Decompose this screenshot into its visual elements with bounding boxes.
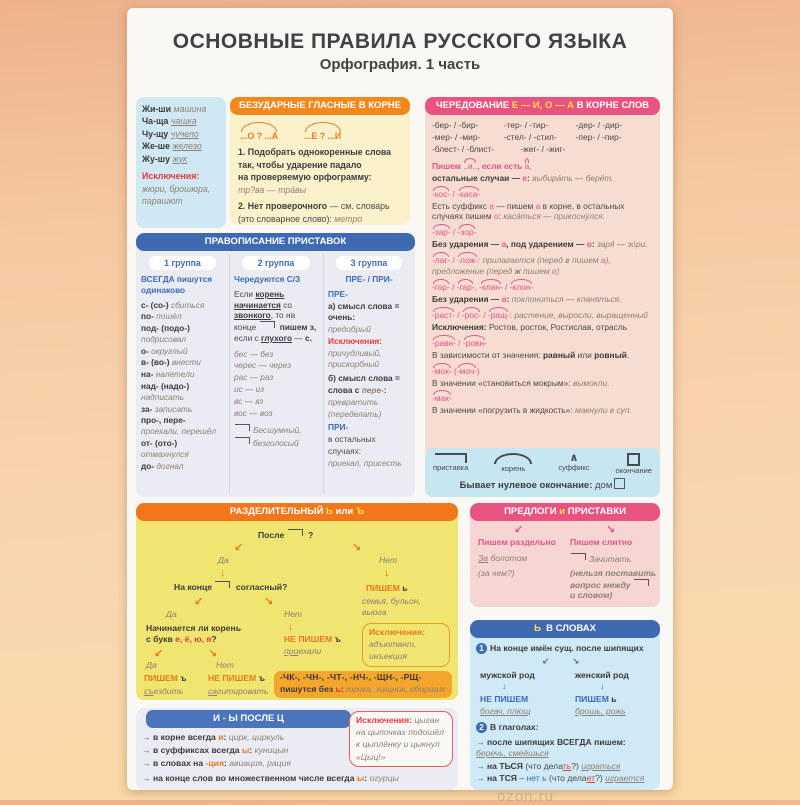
- watermark: ozon.ru: [497, 788, 555, 805]
- pattern-row: [240, 122, 402, 142]
- text-line: в остальных: [328, 434, 376, 445]
- text-line: Пишем ..и.., если есть а,: [432, 160, 532, 171]
- rule-title: На конце имён сущ. после шипящих: [490, 643, 644, 653]
- text-line: адъютант,: [369, 639, 417, 650]
- arrow-down-right-icon: ↘: [352, 542, 362, 554]
- bullet-arrow-icon: →: [476, 737, 485, 747]
- branch-label: мужской род: [480, 670, 535, 680]
- section-header-label: или: [332, 506, 356, 517]
- rule-title: В глаголах:: [490, 722, 539, 732]
- card-i-y-after-ts: [136, 708, 458, 790]
- arrow-down-left-icon: ↙: [234, 542, 244, 554]
- text-line: так, чтобы ударение падало: [238, 159, 362, 170]
- bullet-arrow-icon: →: [476, 773, 485, 783]
- arrow-down-icon: ↓: [288, 621, 294, 633]
- prefix-item: про-, пере- проехали, перешёл: [141, 415, 217, 437]
- example-line: Зачитать: [570, 553, 631, 565]
- text-line: предобрый: [328, 324, 371, 335]
- example-line: Бесшумный,: [234, 424, 318, 436]
- number-badge: 1: [476, 643, 487, 654]
- text-line: очень:: [328, 312, 356, 323]
- text-line: слова с пере-:: [328, 385, 387, 396]
- text-line: В зависимости от значения: равный или ровный.: [432, 349, 630, 360]
- section-header-label: РАЗДЕЛИТЕЛЬНЫЙ: [229, 506, 327, 517]
- flow-answer: Нет: [379, 555, 398, 565]
- pair-line: ис — из: [234, 384, 265, 395]
- text-line: (это словарное слово): метро: [238, 213, 363, 224]
- number-badge: 2: [476, 722, 487, 733]
- suffix-symbol-icon: ∧: [569, 452, 579, 464]
- prefix-item: над- (надо-) надписать: [141, 381, 190, 402]
- morpheme-root: [494, 453, 532, 476]
- flow-question: На конце согласный?: [174, 582, 288, 592]
- flow-question: Начинается ли корень: [146, 623, 242, 633]
- section-header-label: И - Ы ПОСЛЕ Ц: [213, 713, 284, 724]
- root-label: -равн- / -ровн-: [432, 337, 487, 348]
- branch-rule: НЕ ПИШЕМ: [480, 694, 529, 704]
- text-line: (нельзя поставить: [570, 568, 657, 578]
- text-line: Исключения: Ростов, росток, Ростислав, отрасль: [432, 321, 628, 332]
- text-line: -раст- / -рос- / -ращ-: растение, выросли, выращенный: [432, 309, 648, 320]
- flow-example: съездить: [144, 686, 184, 696]
- flow-example: вьюга: [362, 607, 387, 617]
- card-prefixes: [136, 233, 415, 497]
- group-badge: 3 группа: [336, 256, 402, 270]
- exceptions-label: Исключения:: [369, 627, 425, 637]
- text-line: приехал, присесть: [328, 457, 402, 468]
- flow-question: После ?: [258, 530, 314, 540]
- section-header-label: В КОРНЕ СЛОВ: [573, 100, 650, 111]
- column-title: Пишем слитно: [570, 537, 633, 547]
- section-header: [470, 620, 660, 638]
- text-line: жюри, брошюра,: [142, 183, 211, 194]
- prefix-item: с- (со-) сбиться: [141, 299, 205, 310]
- card-morphemes: [425, 448, 660, 497]
- prefix-item: от- (ото-) отмахнулся: [141, 437, 189, 459]
- branch-example: брошь, рожь: [575, 706, 626, 716]
- section-header-label: ПРЕДЛОГИ: [504, 506, 560, 517]
- pair-line: бес — без: [234, 348, 274, 359]
- flow-answer: Да: [146, 660, 157, 670]
- text-line: после шипящих ВСЕГДА пишем:: [486, 737, 626, 747]
- vowel-pattern: ...Е ? ...И: [304, 122, 341, 142]
- morpheme-label: окончание: [615, 466, 652, 475]
- prefix-item: о- округлый: [141, 345, 188, 356]
- bullet-arrow-icon: →: [142, 745, 151, 755]
- morpheme-suffix: [558, 453, 589, 476]
- section-header-label: БЕЗУДАРНЫЕ ГЛАСНЫЕ В КОРНЕ: [239, 100, 401, 111]
- flow-result: ПИШЕМ ъ: [144, 673, 187, 683]
- root-label: -гор- / -гар-, -клан- / -клон-: [432, 282, 534, 293]
- text-line: -лаг- / -лож-: прилагается (перед г пишем а), предложение (перед ж пишем о): [432, 255, 611, 277]
- prefix-symbol-icon: [435, 453, 467, 463]
- flow-example: сагитировать: [208, 686, 269, 696]
- group-title: ПРЕ- / ПРИ-: [345, 274, 393, 284]
- root-label: -мак-: [432, 393, 452, 404]
- text-line: вопрос между: [570, 579, 652, 591]
- morpheme-label: корень: [501, 464, 526, 473]
- page-title: ОСНОВНЫЕ ПРАВИЛА РУССКОГО ЯЗЫКА: [172, 30, 628, 53]
- flow-answer: Нет: [216, 660, 235, 670]
- text-line: на ТЬСЯ (что делать?) играться: [486, 761, 621, 771]
- prefix-item: на- налетели: [141, 369, 195, 380]
- column-divider: [229, 255, 230, 493]
- text-line: В значении «погрузить в жидкость»: макнули в суп.: [432, 405, 632, 416]
- card-zhi-shi: [136, 97, 226, 228]
- text-line: ПРЕ-: [328, 288, 348, 299]
- column-divider: [323, 255, 324, 493]
- text-line: и словом): [570, 590, 613, 600]
- text-line: Жи-ши машина: [142, 104, 207, 114]
- arrow-down-right-icon: ↘: [606, 524, 616, 536]
- flow-result: ПИШЕМ ь: [366, 583, 408, 593]
- morpheme-ending: [616, 453, 652, 476]
- text-line: случаях:: [328, 445, 362, 456]
- text-line: тр?ва — тра́вы: [238, 184, 307, 195]
- arrow-down-right-icon: ↘: [208, 648, 218, 660]
- pair-line: вос — воз: [234, 407, 273, 418]
- text-line: (переделать): [328, 408, 382, 419]
- prefix-item: за- записать: [141, 403, 193, 414]
- text-line: Же-ше железо: [142, 141, 202, 152]
- ending-symbol-icon: [627, 453, 640, 466]
- text-line: Жу-шу жук: [142, 153, 188, 164]
- bullet-arrow-icon: →: [476, 761, 485, 771]
- poster: [127, 8, 673, 805]
- morpheme-prefix: [433, 453, 468, 476]
- prefix-item: в- (во-) внести: [141, 357, 201, 368]
- text-line: а) смысл слова =: [328, 300, 400, 311]
- prefix-group-2: [229, 251, 323, 472]
- arrow-down-right-icon: ↘: [264, 596, 274, 608]
- section-header: [230, 97, 410, 115]
- prefix-group-1: [136, 251, 229, 472]
- pair-line: рас — раз: [234, 372, 274, 383]
- example-line: За болотом: [478, 553, 528, 563]
- text-line: Если корень начинается со звонкого, то на конце пишем з, если с глухого — с.: [234, 288, 317, 343]
- example-line: безголосый: [234, 437, 318, 449]
- flowchart: [136, 521, 458, 700]
- text-line: превратить: [328, 396, 379, 407]
- section-header-label: ПРИСТАВКИ: [565, 506, 626, 517]
- card-separators: [136, 503, 458, 700]
- group-badge: 2 группа: [242, 256, 309, 270]
- section-header-highlight: и: [559, 506, 566, 517]
- section-header: [136, 233, 415, 251]
- text-line: Без ударения — о: поклониться — кланяться.: [432, 293, 622, 304]
- text-line: пишутся без ь: точка, хищник, сборщик: [280, 684, 446, 695]
- morpheme-label: приставка: [433, 463, 469, 472]
- exceptions-box: [349, 711, 453, 767]
- text-line: в суффиксах всегда ы: куницын: [152, 745, 289, 755]
- text-line: Есть суффикс а — пишем а в корне, в остальных случаях пишем о: каса́ться — прикосну́лся.: [432, 200, 625, 222]
- text-line: к цыплёнку и цыкнул: [356, 739, 440, 750]
- exceptions-label: Исключения:: [142, 171, 200, 182]
- text-line: парашют: [142, 195, 183, 206]
- section-header-highlight: Е — И, О — А: [511, 100, 574, 111]
- text-line: 1. Подобрать однокоренные слова: [238, 147, 392, 158]
- group-title: Чередуются С/З: [234, 274, 301, 284]
- prefix-group-3: [323, 251, 415, 472]
- root-symbol-icon: [494, 453, 532, 464]
- prefix-item: по- пошёл: [141, 311, 182, 322]
- root-pairs-row: -мер- / -мир- -стел- / -стил- -пер- / -пир-: [432, 131, 622, 142]
- flow-result: НЕ ПИШЕМ ъ: [208, 673, 265, 683]
- text-line: на проверяемую орфограмму:: [238, 172, 372, 183]
- text-line: Чу-щу чучело: [142, 128, 199, 139]
- flow-question: с букв е, ё, ю, я?: [146, 634, 217, 644]
- text-line: -ЧК-, -ЧН-, -ЧТ-, -НЧ-, -ЩН-, -РЩ-: [280, 672, 422, 682]
- arrow-down-icon: ↓: [600, 681, 605, 691]
- bullet-arrow-icon: →: [142, 732, 151, 742]
- section-header-highlight: Ь: [534, 623, 541, 634]
- arrow-down-left-icon: ↙: [542, 656, 550, 666]
- flow-answer: Да: [218, 555, 229, 565]
- section-header-label: ЧЕРЕДОВАНИЕ: [435, 100, 512, 111]
- text-line: на ТСЯ – нет ь (что делает?) играется: [486, 773, 645, 783]
- prefix-item: до- догнал: [141, 460, 184, 471]
- text-line: на цыпочках подошёл: [356, 727, 445, 738]
- arrow-down-right-icon: ↘: [572, 656, 580, 666]
- section-header: [470, 503, 660, 521]
- branch-rule: ПИШЕМ ь: [575, 694, 617, 704]
- text-line: Без ударения — а, под ударением — о: заря́ — зо́ри.: [432, 239, 648, 250]
- text-line: б) смысл слова =: [328, 373, 400, 384]
- text-line: остальные случаи — е: выбира́ть — берёт.: [432, 172, 614, 183]
- text-line: причудливый,: [328, 347, 382, 358]
- exceptions-label: Исключения:: [328, 335, 383, 346]
- exceptions-label: Исключения: цыган: [356, 715, 440, 725]
- bullet-arrow-icon: →: [142, 773, 151, 783]
- flow-answer: Нет: [284, 609, 303, 619]
- flow-example: семья, бульон,: [362, 596, 421, 606]
- branch-label: женский род: [575, 670, 629, 680]
- section-header: [425, 97, 660, 115]
- text-line: на конце слов во множественном числе всегда ы: огурцы: [152, 773, 399, 783]
- arrow-down-left-icon: ↙: [194, 596, 204, 608]
- text-line: Ча-ща чашка: [142, 116, 197, 127]
- arrow-down-icon: ↓: [220, 567, 226, 579]
- section-header-highlight: Ь: [326, 506, 333, 517]
- branch-example: богач, плющ: [480, 706, 531, 716]
- exceptions-box: [362, 623, 450, 667]
- morpheme-label: суффикс: [558, 463, 590, 472]
- text-line: в словах на -ция: авиация, рация: [152, 758, 291, 768]
- chk-rule-box: [274, 671, 452, 698]
- text-line: 2. Нет проверочного — см. словарь: [238, 201, 390, 212]
- flow-example: проехали: [284, 646, 322, 656]
- example-line: (за чем?): [478, 568, 515, 578]
- root-label: -кос- / -каса-: [432, 188, 481, 199]
- card-alternation: [425, 97, 660, 459]
- group-title: ВСЕГДА пишутся одинаково: [141, 274, 213, 295]
- arrow-down-icon: ↓: [384, 567, 390, 579]
- prefix-item: под- (подо-) подрисовал: [141, 323, 190, 344]
- vowel-pattern: ...О ? ...А: [240, 122, 278, 142]
- zero-ending-note: Бывает нулевое окончание: дом: [433, 478, 652, 492]
- section-header-label: ПРАВОПИСАНИЕ ПРИСТАВОК: [204, 236, 347, 247]
- root-pairs-row: -бер- / -бир- -тер- / -тир- -дер- / -дир-: [432, 120, 623, 130]
- card-soft-sign: [470, 620, 660, 790]
- section-header: [146, 710, 351, 728]
- bullet-arrow-icon: →: [142, 758, 151, 768]
- arrow-down-left-icon: ↙: [514, 524, 524, 536]
- text-line: в корне всегда и: цирк, циркуль: [152, 732, 285, 742]
- card-unstressed-vowels: [230, 97, 410, 225]
- text-line: ПРИ-: [328, 422, 349, 433]
- root-label: -зар- / -зор-: [432, 227, 477, 238]
- arrow-down-icon: ↓: [502, 681, 507, 691]
- section-header-highlight: Ъ: [355, 506, 365, 517]
- arrow-down-left-icon: ↙: [154, 648, 164, 660]
- root-label: -мок- (-моч-): [432, 365, 480, 376]
- section-header: [136, 503, 458, 521]
- example-line: беречь, смеёшься: [476, 748, 549, 758]
- root-pairs-row: -блест- / -блист- -жег- / -жиг-: [432, 143, 566, 154]
- flow-result: НЕ ПИШЕМ ъ: [284, 634, 341, 644]
- pair-line: вс — вз: [234, 395, 264, 406]
- column-title: Пишем раздельно: [478, 537, 556, 547]
- text-line: инъекция: [369, 651, 407, 662]
- group-badge: 1 группа: [149, 256, 215, 270]
- card-prepositions-prefixes: [470, 503, 660, 607]
- pair-line: черес — через: [234, 360, 292, 371]
- text-line: «Цыц!»: [356, 751, 386, 762]
- flow-answer: Да: [166, 609, 177, 619]
- text-line: прискорбный: [328, 359, 380, 370]
- page-subtitle: Орфография. 1 часть: [319, 56, 481, 73]
- section-header-label: В СЛОВАХ: [540, 623, 596, 634]
- text-line: В значении «становиться мокрым»: вымокли.: [432, 377, 610, 388]
